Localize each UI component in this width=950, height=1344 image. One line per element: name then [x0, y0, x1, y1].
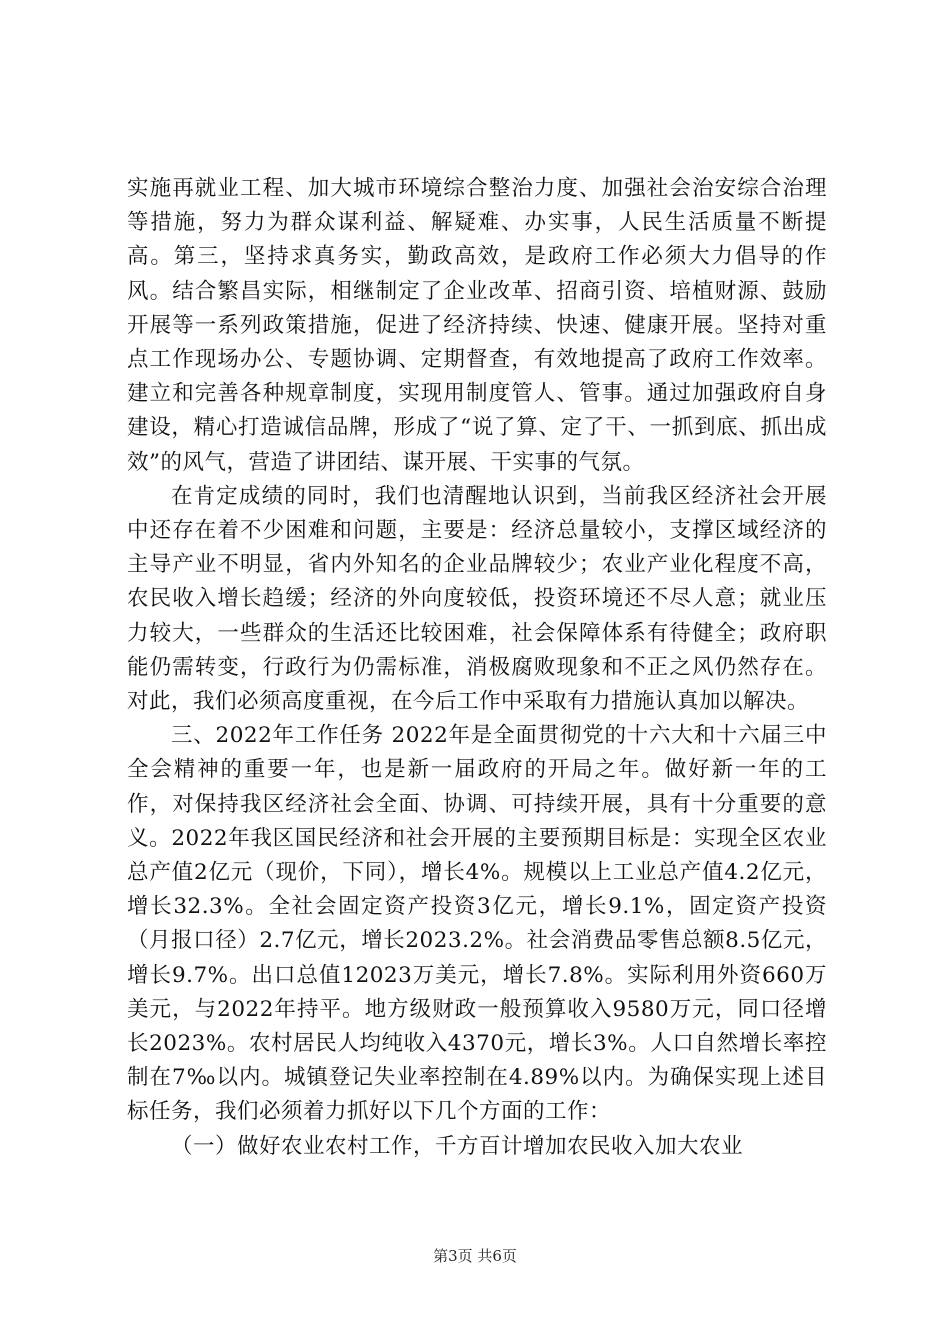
paragraph-2: 在肯定成绩的同时，我们也清醒地认识到，当前我区经济社会开展中还存在着不少困难和问题，主要是：经济总量较小，支撑区域经济的主导产业不明显，省内外知名的企业品牌较少；农业产业化程度不高，农民收入增长趋缓；经济的外向度较低，投资环境还不尽人意；就业压力较大，一些群众的生活还比较困难，社会保障体系有待健全；政府职能仍需转变，行政行为仍需标准，消极腐败现象和不正之风仍然存在。对此，我们必须高度重视，在今后工作中采取有力措施认真加以解决。 [127, 483, 827, 715]
paragraph-1: 实施再就业工程、加大城市环境综合整治力度、加强社会治安综合治理等措施，努力为群众谋利益、解疑难、办实事，人民生活质量不断提高。第三，坚持求真务实，勤政高效，是政府工作必须大力倡导的作风。结合繁昌实际，相继制定了企业改革、招商引资、培植财源、鼓励开展等一系列政策措施，促进了经济持续、快速、健康开展。坚持对重点工作现场办公、专题协调、定期督查，有效地提高了政府工作效率。建立和完善各种规章制度，实现用制度管人、管事。通过加强政府自身建设，精心打造诚信品牌，形成了“说了算、定了干、一抓到底、抓出成效”的风气，营造了讲团结、谋开展、干实事的气氛。 [127, 176, 827, 475]
paragraph-3: 三、2022年工作任务 2022年是全面贯彻党的十六大和十六届三中全会精神的重要一年，也是新一届政府的开局之年。做好新一年的工作，对保持我区经济社会全面、协调、可持续开展，具有十分重要的意义。2022年我区国民经济和社会开展的主要预期目标是：实现全区农业总产值2亿元（现价，下同），增长4%。规模以上工业总产值4.2亿元，增长32.3%。全社会固定资产投资3亿元，增长9.1%，固定资产投资（月报口径）2.7亿元，增长2023.2%。社会消费品零售总额8.5亿元，增长9.7%。出口总值12023万美元，增长7.8%。实际利用外资660万美元，与2022年持平。地方级财政一般预算收入9580万元，同口径增长2023%。农村居民人均纯收入4370元，增长3%。人口自然增长率控制在7‰以内。城镇登记失业率控制在4.89%以内。为确保实现上述目标任务，我们必须着力抓好以下几个方面的工作： [127, 723, 827, 1125]
page-number-footer: 第3页 共6页 [433, 1247, 517, 1265]
document-body [127, 172, 827, 1164]
paragraph-4: （一）做好农业农村工作，千方百计增加农民收入加大农业 [171, 1133, 744, 1159]
